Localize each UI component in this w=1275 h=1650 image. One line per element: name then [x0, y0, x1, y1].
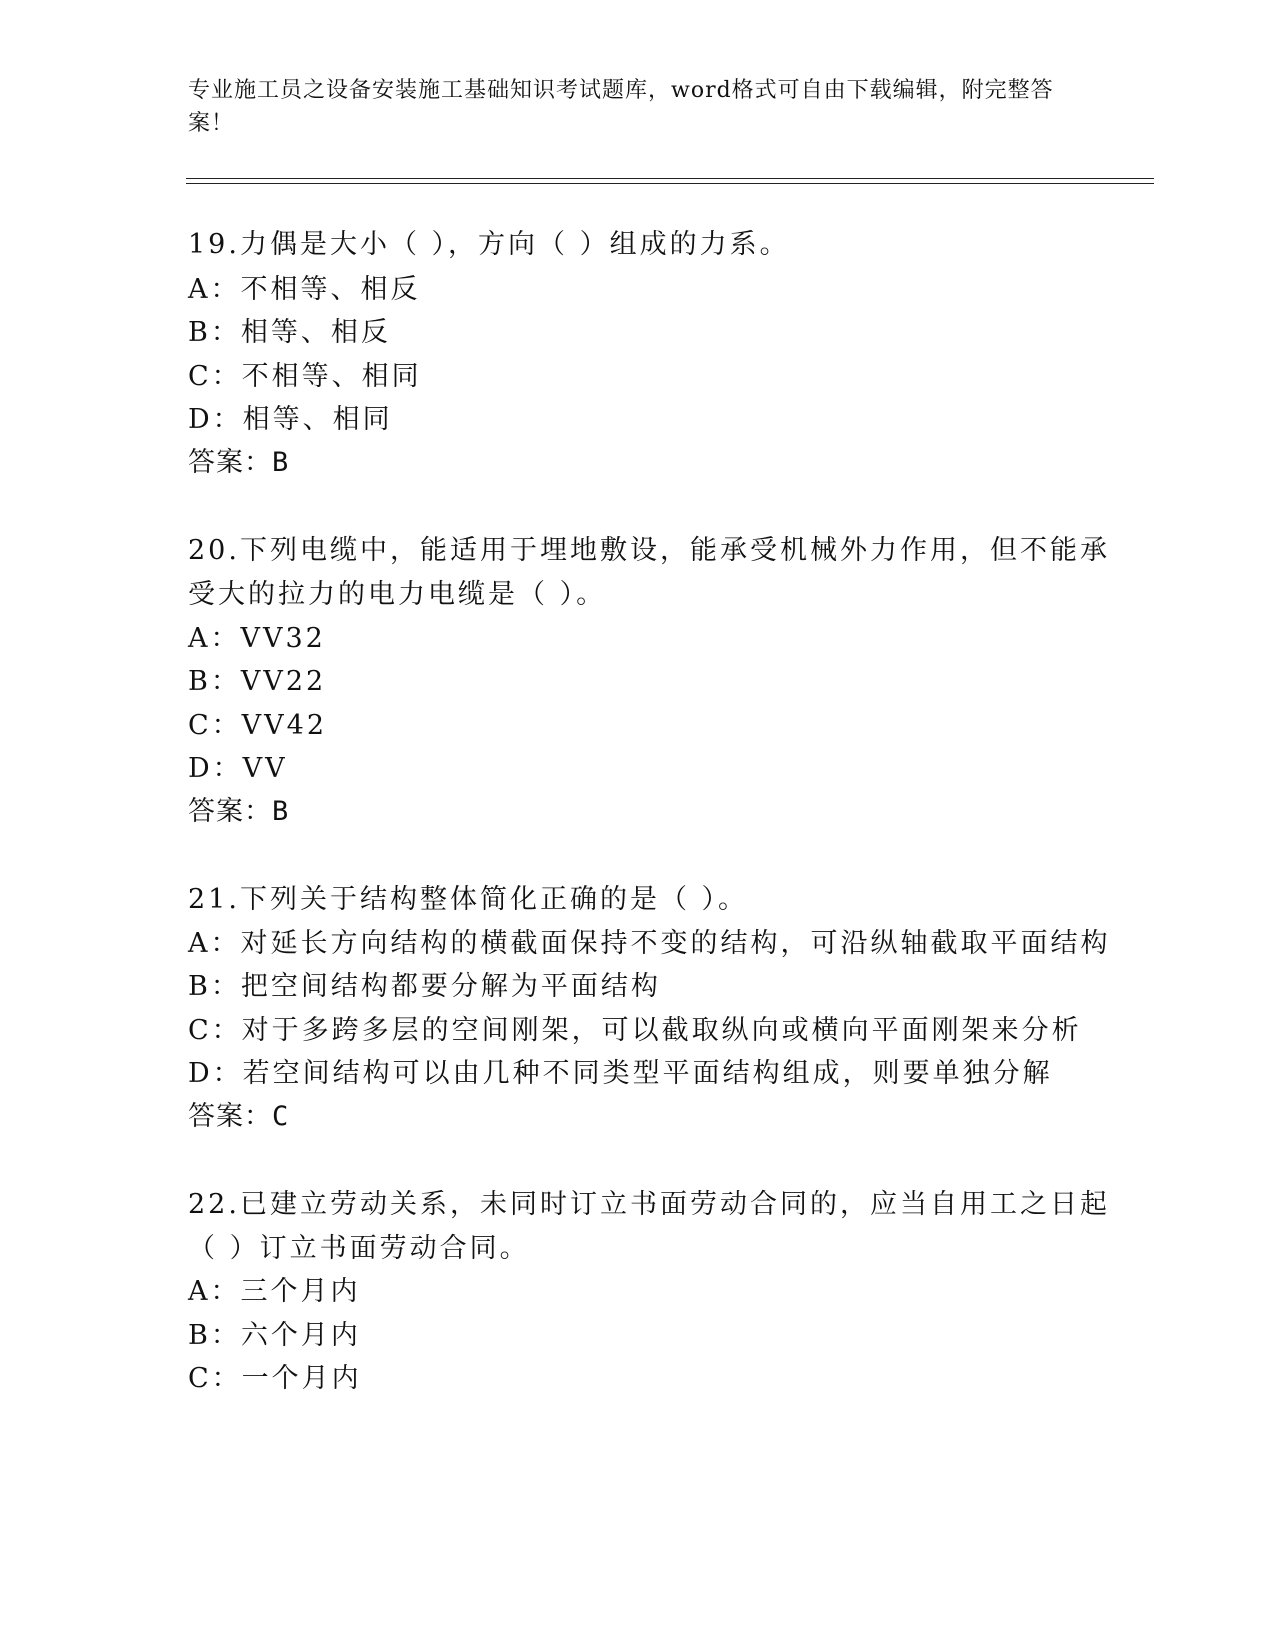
question-20-option-c: C：VV42 — [188, 710, 328, 741]
question-22-option-a: A：三个月内 — [188, 1276, 361, 1307]
header-rule-top — [186, 178, 1154, 179]
question-20-stem-line-1: 20.下列电缆中，能适用于埋地敷设，能承受机械外力作用，但不能承 — [188, 535, 1110, 566]
question-21-answer: 答案：C — [188, 1101, 290, 1132]
header-rule-bottom — [186, 183, 1154, 184]
question-21-stem: 21.下列关于结构整体简化正确的是（ ）。 — [188, 884, 749, 915]
question-22-stem-line-1: 22.已建立劳动关系，未同时订立书面劳动合同的，应当自用工之日起 — [188, 1189, 1110, 1220]
question-19-answer: 答案：B — [188, 447, 290, 478]
question-22-stem-line-2: （ ）订立书面劳动合同。 — [188, 1233, 530, 1264]
question-19-option-d: D：相等、相同 — [188, 404, 393, 435]
question-20-option-a: A：VV32 — [188, 623, 326, 654]
question-19-option-a: A：不相等、相反 — [188, 274, 421, 305]
question-19-option-c: C：不相等、相同 — [188, 361, 422, 392]
document-header-text: 专业施工员之设备安装施工基础知识考试题库，word格式可自由下载编辑，附完整答案！ — [188, 78, 1054, 136]
question-19-stem: 19.力偶是大小（ ），方向（ ）组成的力系。 — [188, 229, 790, 260]
question-20-option-b: B：VV22 — [188, 666, 327, 697]
question-21-option-b: B：把空间结构都要分解为平面结构 — [188, 971, 661, 1002]
question-22-option-c: C：一个月内 — [188, 1363, 362, 1394]
question-20-answer: 答案：B — [188, 796, 290, 827]
question-21-option-d: D：若空间结构可以由几种不同类型平面结构组成，则要单独分解 — [188, 1058, 1053, 1089]
question-22-option-b: B：六个月内 — [188, 1320, 361, 1351]
question-19-option-b: B：相等、相反 — [188, 317, 391, 348]
question-20-option-d: D：VV — [188, 753, 288, 784]
question-21-option-c: C：对于多跨多层的空间刚架，可以截取纵向或横向平面刚架来分析 — [188, 1015, 1082, 1046]
question-21-option-a: A：对延长方向结构的横截面保持不变的结构，可沿纵轴截取平面结构 — [188, 928, 1111, 959]
question-20-stem-line-2: 受大的拉力的电力电缆是（ ）。 — [188, 579, 607, 610]
